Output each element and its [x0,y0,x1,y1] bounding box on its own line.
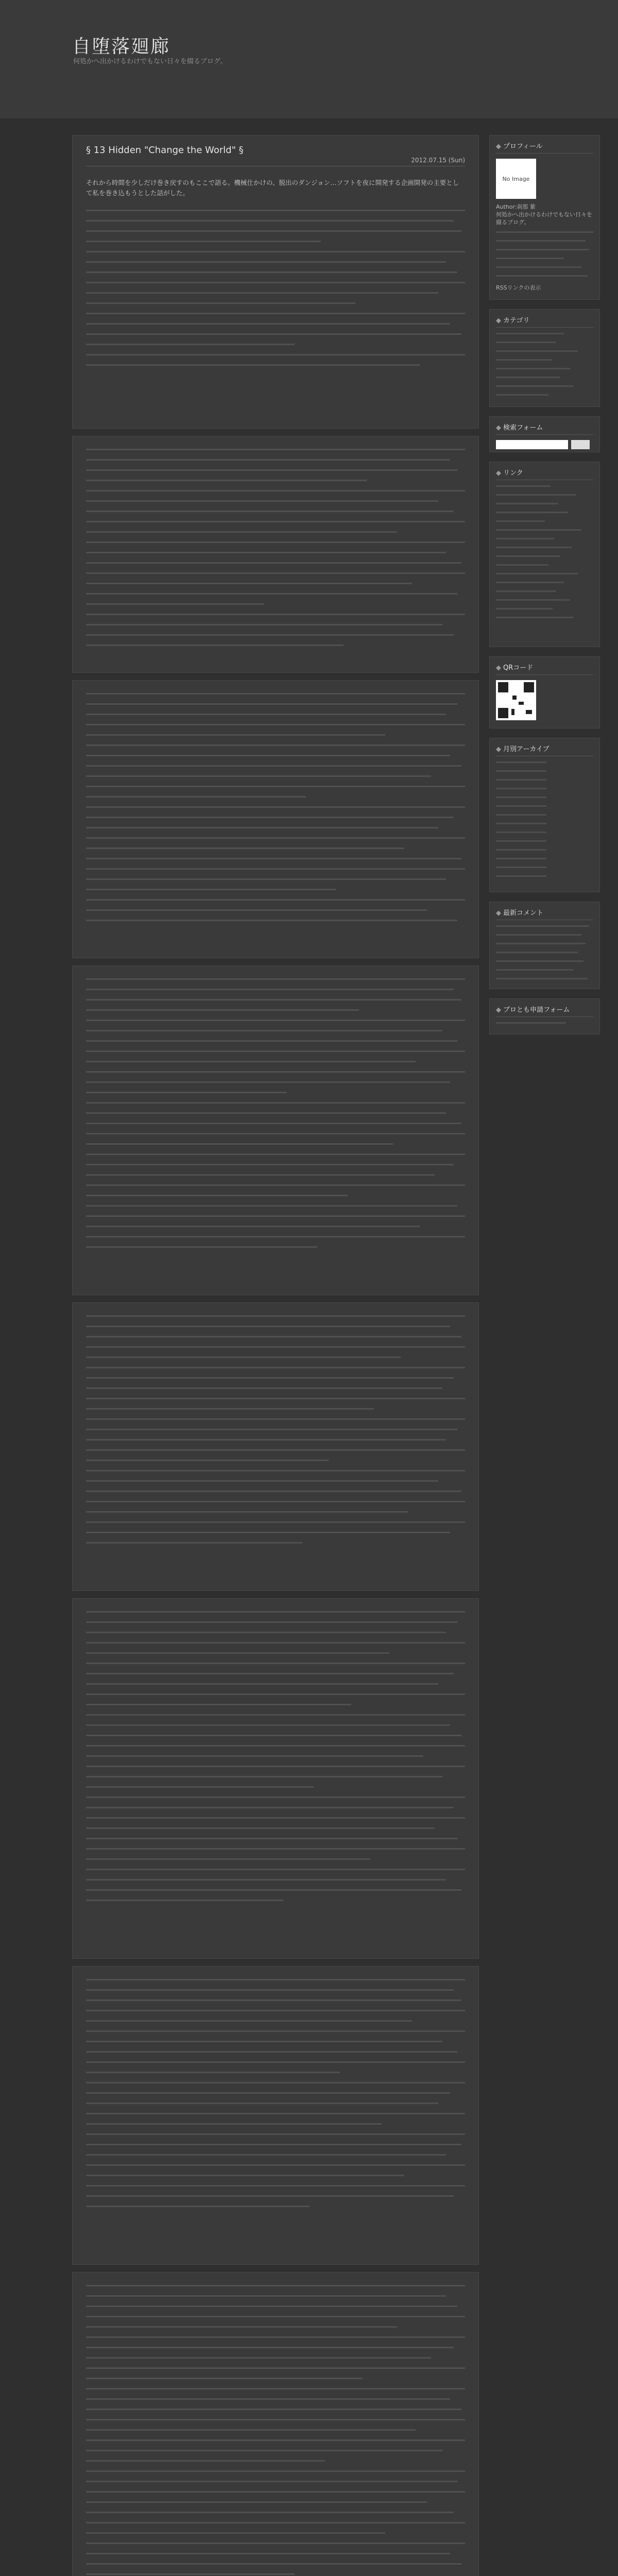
post-text-block [86,693,465,921]
search-widget [489,416,600,452]
profile-widget [489,135,600,300]
sidebar [489,135,600,1044]
post-text-block [86,978,465,1248]
link-widget [489,462,600,647]
site-title[interactable]: 自堕落廻廊 [72,36,170,57]
archive-heading: ◆ 月別アーカイブ [496,743,593,756]
post-section-8 [72,2272,479,2576]
friend-widget [489,998,600,1035]
rss-link[interactable]: RSSリンクの表示 [496,284,541,291]
post-section-7 [72,1966,479,2265]
post-header [72,135,479,429]
post-section-5 [72,1302,479,1591]
friend-heading: ◆ ブロとも申請フォーム [496,1004,593,1017]
search-input[interactable] [496,440,568,449]
archive-widget [489,738,600,892]
post-title[interactable]: § 13 Hidden "Change the World" § [86,145,244,156]
post-section-3 [72,680,479,958]
qr-heading: ◆ QRコード [496,662,593,675]
search-heading: ◆ 検索フォーム [496,422,593,435]
site-subtitle: 何処かへ出かけるわけでもない日々を綴るブログ。 [73,58,227,65]
post-section-4 [72,965,479,1295]
post-text-block [86,1315,465,1544]
main-column [72,135,479,2576]
post-date: 2012.07.15 (Sun) [411,157,465,164]
post-text-block [86,210,465,366]
profile-avatar: No Image [496,159,536,199]
qr-code [496,680,536,720]
profile-heading: ◆ プロフィール [496,141,593,154]
site-header [0,0,618,118]
post-text-block [86,1979,465,2207]
comment-widget [489,902,600,989]
post-paragraph: それから時間を少しだけ巻き戻すのもここで語る。機械仕かけの、脱出のダンジョン…ソフトを夜に開発する企画開発の主要として私を巻き込もうとした話がした。 [86,179,459,197]
post-text-block [86,449,465,646]
link-heading: ◆ リンク [496,467,593,480]
qr-widget [489,656,600,728]
post-text-block [86,1611,465,1901]
profile-text: Author:刹那 紫 何処かへ出かけるわけでもない日々を綴るブログ。 [496,204,592,226]
comment-heading: ◆ 最新コメント [496,907,593,920]
post-title-row [86,145,465,166]
category-heading: ◆ カテゴリ [496,315,593,328]
post-section-6 [72,1598,479,1959]
post-section-2 [72,436,479,673]
search-button[interactable] [571,440,590,449]
post-text-block [86,2285,465,2576]
category-widget [489,309,600,407]
